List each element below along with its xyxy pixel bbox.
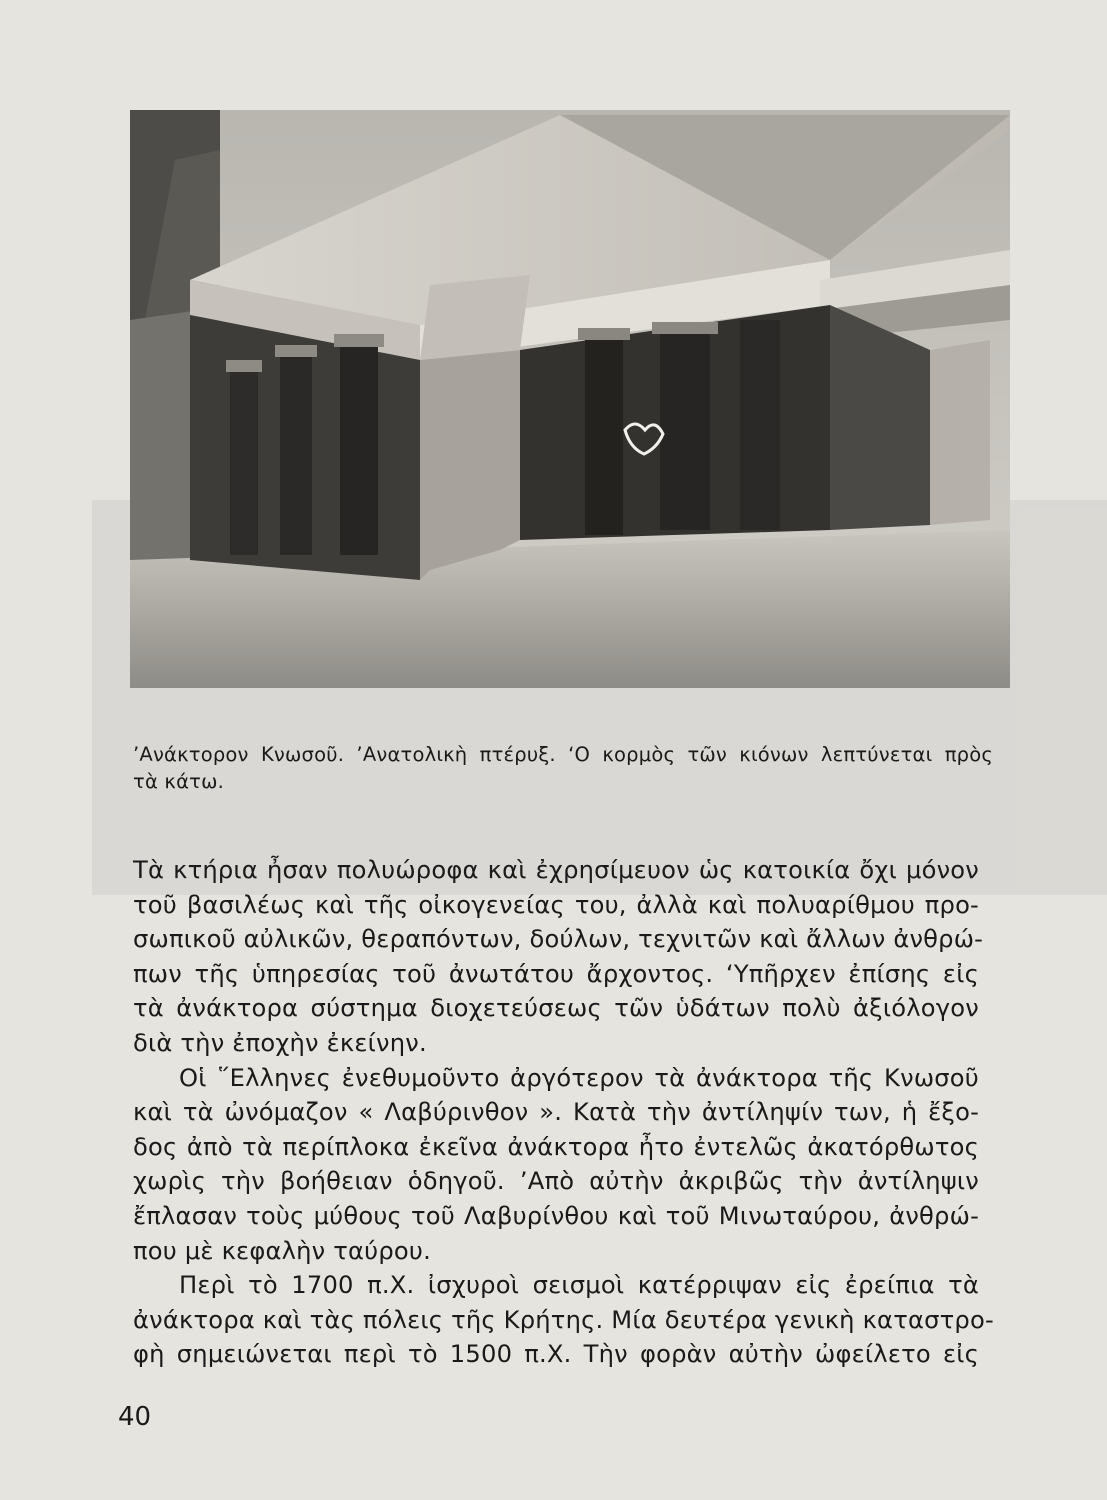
text-line: διὰ τὴν ἐποχὴν ἐκείνην.: [133, 1028, 427, 1057]
paragraph: [133, 1268, 994, 1372]
text-line: Οἱ ῞Ελληνες ἐνεθυμοῦντο ἀργότερον τὰ ἀνάκτορα τῆς Κνωσοῦ: [179, 1063, 979, 1092]
text-line: τὰ ἀνάκτορα σύστημα διοχετεύσεως τῶν ὑδάτων πολὺ ἀξιόλογον: [133, 994, 979, 1023]
caption-line: ’Ανάκτορον Κνωσοῦ. ’Ανατολικὴ πτέρυξ. ‘Ο κορμὸς τῶν κιόνων λεπτύνεται πρὸς: [133, 743, 993, 766]
body-text: [133, 853, 994, 1372]
text-line: καὶ τὰ ὠνόμαζον « Λαβύρινθον ». Κατὰ τὴν ἀντίληψίν των, ἡ ἔξο-: [133, 1098, 979, 1127]
text-line: τοῦ βασιλέως καὶ τῆς οἰκογενείας του, ἀλλὰ καὶ πολυαρίθμου προ-: [133, 890, 979, 919]
text-line: Τὰ κτήρια ἦσαν πολυώροφα καὶ ἐχρησίμευον ὡς κατοικία ὄχι μόνον: [133, 856, 979, 884]
paragraph: [133, 1061, 979, 1269]
text-line: σωπικοῦ αὐλικῶν, θεραπόντων, δούλων, τεχνιτῶν καὶ ἄλλων ἀνθρώ-: [133, 925, 984, 954]
caption-line: τὰ κάτω.: [133, 770, 225, 793]
text-line: δος ἀπὸ τὰ περίπλοκα ἐκεῖνα ἀνάκτορα ἦτο ἐντελῶς ἀκατόρθωτος: [133, 1132, 979, 1161]
text-line: Περὶ τὸ 1700 π.Χ. ἰσχυροὶ σεισμοὶ κατέρριψαν εἰς ἐρείπια τὰ: [179, 1271, 979, 1300]
text-line: που μὲ κεφαλὴν ταύρου.: [133, 1236, 432, 1265]
text-line: φὴ σημειώνεται περὶ τὸ 1500 π.Χ. Τὴν φορὰν αὐτὴν ὠφείλετο εἰς: [133, 1340, 979, 1369]
paragraph: [133, 853, 984, 1061]
text-line: ἔπλασαν τοὺς μύθους τοῦ Λαβυρίνθου καὶ τοῦ Μινωταύρου, ἀνθρώ-: [133, 1201, 979, 1230]
figure-caption: [133, 741, 993, 795]
knossos-palace-photo: [130, 110, 1010, 688]
text-line: ἀνάκτορα καὶ τὰς πόλεις τῆς Κρήτης. Μία δευτέρα γενικὴ καταστρο-: [133, 1305, 994, 1334]
text-line: πων τῆς ὑπηρεσίας τοῦ ἀνωτάτου ἄρχοντος. ‘Υπῆρχεν ἐπίσης εἰς: [133, 959, 979, 988]
text-line: χωρὶς τὴν βοήθειαν ὁδηγοῦ. ’Απὸ αὐτὴν ἀκριβῶς τὴν ἀντίληψιν: [133, 1167, 979, 1196]
page-number: 40: [118, 1402, 152, 1432]
